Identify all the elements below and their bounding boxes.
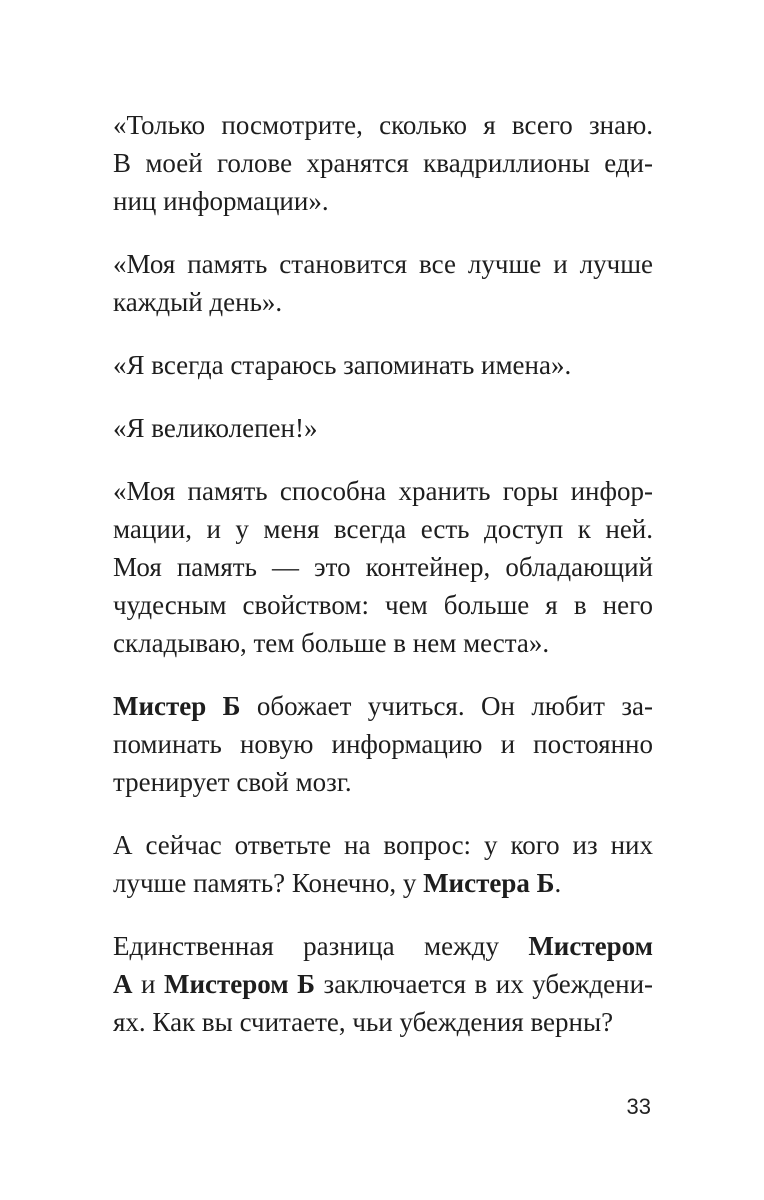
text-line: «Только посмотрите, сколько я всего знаю. bbox=[113, 110, 653, 140]
text-line: ях. Как вы считаете, чьи убеждения верны? bbox=[113, 1007, 614, 1037]
page-number: 33 bbox=[626, 1094, 651, 1119]
paragraph bbox=[113, 826, 653, 902]
page-body bbox=[113, 106, 653, 1066]
paragraph bbox=[113, 409, 653, 447]
text-line: каждый день». bbox=[113, 287, 283, 317]
text-line: чудесным свойством: чем больше я в него bbox=[113, 590, 653, 620]
paragraph bbox=[113, 927, 653, 1041]
paragraph bbox=[113, 472, 653, 662]
text-line: «Моя память становится все лучше и лучше bbox=[113, 249, 653, 279]
paragraph bbox=[113, 687, 653, 801]
paragraph bbox=[113, 106, 653, 220]
text-line: В моей голове хранятся квадриллионы еди- bbox=[113, 148, 653, 178]
text-segment: Единственная разница между bbox=[113, 931, 529, 961]
text-segment: . bbox=[554, 868, 562, 898]
paragraph bbox=[113, 346, 653, 384]
text-line: складываю, тем больше в нем места». bbox=[113, 628, 550, 658]
text-line: мации, и у меня всегда есть доступ к ней. bbox=[113, 514, 653, 544]
bold-name: Мистера Б bbox=[423, 868, 555, 898]
text-line bbox=[113, 687, 653, 725]
text-segment: заключается в их убеждени- bbox=[315, 969, 654, 999]
text-segment: и bbox=[132, 969, 164, 999]
bold-name: Мистером bbox=[528, 931, 653, 961]
text-line: «Я всегда стараюсь запоминать имена». bbox=[113, 350, 572, 380]
text-line: поминать новую информацию и постоянно bbox=[113, 729, 653, 759]
text-line bbox=[113, 927, 653, 965]
text-line bbox=[113, 965, 653, 1003]
text-line: А сейчас ответьте на вопрос: у кого из них bbox=[113, 830, 653, 860]
text-segment: лучше память? Конечно, у bbox=[113, 868, 424, 898]
text-line: ниц информации». bbox=[113, 186, 329, 216]
text-line: Моя память — это контейнер, обладающий bbox=[113, 552, 653, 582]
bold-name: А bbox=[113, 969, 133, 999]
text-line: тренирует свой мозг. bbox=[113, 767, 352, 797]
text-line bbox=[113, 864, 653, 902]
text-segment: обожает учиться. Он любит за- bbox=[240, 691, 653, 721]
text-line: «Я великолепен!» bbox=[113, 413, 318, 443]
bold-name: Мистером Б bbox=[163, 969, 316, 999]
bold-name: Мистер Б bbox=[113, 691, 241, 721]
paragraph bbox=[113, 245, 653, 321]
text-line: «Моя память способна хранить горы инфор- bbox=[113, 476, 653, 506]
